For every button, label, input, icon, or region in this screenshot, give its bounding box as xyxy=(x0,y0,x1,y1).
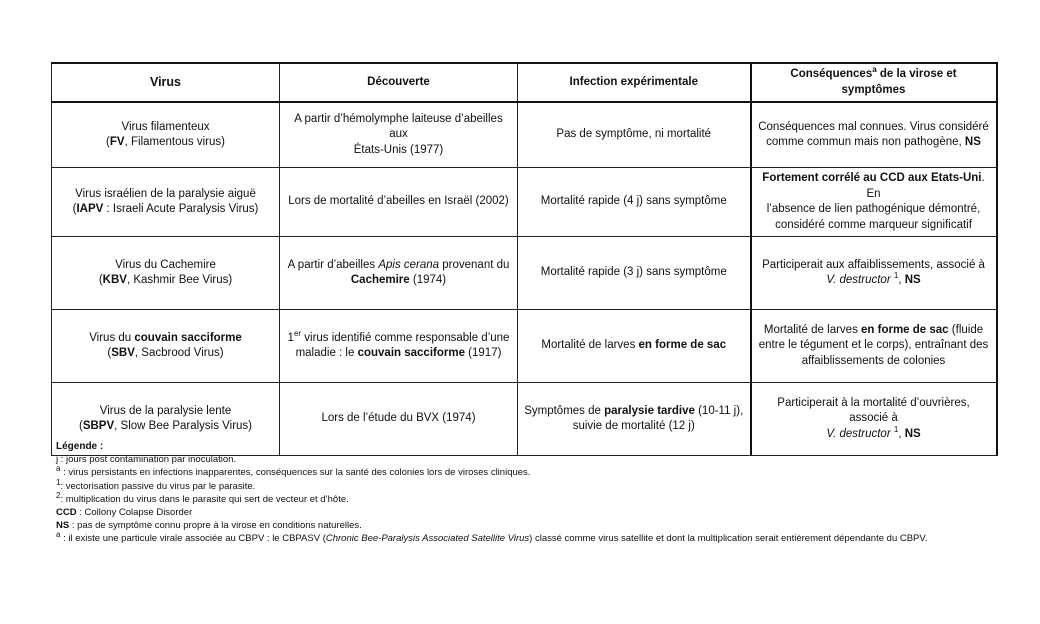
cons-line-2: l’absence de lien pathogénique démontré, xyxy=(766,203,981,215)
legend-b-post: ) classé comme virus satellite et dont la multiplication serait entièrement dépendante du CBPV. xyxy=(529,533,928,545)
decouverte-line-2 xyxy=(286,273,511,289)
virus-full: , Kashmir Bee Virus) xyxy=(126,274,233,286)
cons-ns: NS xyxy=(904,427,921,440)
cons-line-1: Participerait à la mortalité d’ouvrières, associé à xyxy=(777,396,970,425)
header-consequences-pre: Conséquences xyxy=(790,68,873,80)
cons-line-1-pre: Mortalité de larves xyxy=(763,323,862,336)
virus-abbr-line: (IAPV : Israeli Acute Paralysis Virus) xyxy=(72,203,259,215)
infection-text-bold: en forme de sac xyxy=(638,339,727,352)
decouverte-line-2 xyxy=(286,346,511,362)
decouverte-line-2-pre: maladie : le xyxy=(295,347,358,359)
cons-line-2 xyxy=(758,135,990,151)
decouverte-line-1-post: provenant du xyxy=(439,258,510,271)
legend-2-text: : multiplication du virus dans le parasite qui sert de vecteur et d’hôte. xyxy=(60,493,349,505)
decouverte-line-1 xyxy=(286,328,511,347)
header-infection: Infection expérimentale xyxy=(518,63,751,102)
table-row xyxy=(52,168,997,237)
cons-line-1 xyxy=(758,171,990,202)
cons-line-2: entre le tégument et le corps), entraînant des xyxy=(758,339,989,352)
decouverte-text: Lors de mortalité d’abeilles en Israël (2002) xyxy=(288,195,509,208)
legend-j-key: j xyxy=(56,454,59,466)
infection-line-1 xyxy=(524,404,744,420)
legend-ns-key: NS xyxy=(56,520,70,532)
legend-a-sup: a xyxy=(56,464,61,474)
legend-b-sup: a xyxy=(56,530,61,540)
virus-full: , Filamentous virus) xyxy=(124,136,225,148)
cons-line-3: considéré comme marqueur significatif xyxy=(775,218,972,231)
header-consequences xyxy=(751,63,997,102)
cell-infection xyxy=(518,168,751,237)
cons-line-1-post: (fluide xyxy=(948,323,984,336)
virus-abbr: FV xyxy=(109,136,125,148)
header-decouverte: Découverte xyxy=(280,63,518,102)
header-virus: Virus xyxy=(52,63,280,102)
virus-abbr: SBV xyxy=(111,347,135,359)
legend-ccd-key: CCD xyxy=(56,507,77,519)
legend-j-text: : jours post contamination par inoculation. xyxy=(58,454,237,466)
cell-decouverte xyxy=(280,168,518,237)
table-header-row xyxy=(52,63,997,102)
cons-line-1-bold: en forme de sac xyxy=(861,323,949,336)
cons-parasite: V. destructor xyxy=(826,427,891,440)
virus-name-pre: Virus du xyxy=(89,331,135,344)
decouverte-text: Lors de l’étude du BVX (1974) xyxy=(321,412,476,425)
cons-footnote-ref: 1 xyxy=(893,424,899,434)
cell-decouverte xyxy=(280,102,518,168)
legend-1-text: : vectorisation passive du virus par le parasite. xyxy=(60,480,256,492)
cell-consequences xyxy=(751,168,997,237)
infection-text: Pas de symptôme, ni mortalité xyxy=(556,128,712,141)
cell-virus xyxy=(52,102,280,168)
cell-infection xyxy=(518,237,751,310)
virus-name: Virus filamenteux xyxy=(121,120,210,133)
decouverte-line-1-pre: A partir d’abeilles xyxy=(287,258,379,271)
header-consequences-post: de la virose et symptômes xyxy=(841,68,957,96)
virus-table-container xyxy=(51,62,996,456)
header-consequences-sup: a xyxy=(872,65,877,75)
cons-footnote-ref: 1 xyxy=(893,271,899,281)
cons-ns: NS xyxy=(904,274,921,286)
cell-decouverte xyxy=(280,237,518,310)
decouverte-year: (1917) xyxy=(464,347,502,359)
virus-table xyxy=(51,62,998,456)
legend xyxy=(56,440,1016,546)
cons-line-2 xyxy=(758,273,990,289)
legend-item-ns xyxy=(56,519,1016,532)
virus-full: , Slow Bee Paralysis Virus) xyxy=(114,420,252,432)
cons-line-1-bold: Fortement corrélé au CCD aux Etats-Uni xyxy=(762,172,982,184)
table-row xyxy=(52,237,997,310)
decouverte-year: (1974) xyxy=(409,274,447,286)
virus-name: Virus de la paralysie lente xyxy=(99,404,232,417)
legend-b-ital: Chronic Bee-Paralysis Associated Satellite Virus xyxy=(325,533,530,545)
cell-consequences xyxy=(751,102,997,168)
cell-consequences xyxy=(751,237,997,310)
decouverte-disease: couvain sacciforme xyxy=(357,347,465,359)
infection-text: Mortalité rapide (4 j) sans symptôme xyxy=(540,195,727,208)
infection-text-pre: Mortalité de larves xyxy=(541,339,639,352)
legend-1-sup: 1 xyxy=(56,477,61,487)
legend-ns-text: : pas de symptôme connu propre à la virose en conditions naturelles. xyxy=(69,520,362,532)
decouverte-ordinal: er xyxy=(293,328,302,338)
infection-line-2: suivie de mortalité (12 j) xyxy=(572,420,695,432)
virus-name-bold: couvain sacciforme xyxy=(134,331,242,344)
virus-name: Virus du Cachemire xyxy=(115,258,216,271)
infection-line-1-post: (10-11 j), xyxy=(694,404,744,417)
cons-line-3: affaiblissements de colonies xyxy=(801,354,946,367)
legend-2-sup: 2 xyxy=(56,490,61,500)
decouverte-line-1 xyxy=(286,258,511,274)
infection-line-1-pre: Symptômes de xyxy=(524,404,605,417)
decouverte-line-1-pre: 1 xyxy=(287,331,294,344)
table-row xyxy=(52,310,997,383)
legend-item-b xyxy=(56,532,1016,545)
legend-item-2 xyxy=(56,490,1016,506)
legend-item-j xyxy=(56,453,1016,466)
cell-infection xyxy=(518,102,751,168)
cell-virus xyxy=(52,237,280,310)
cons-line-1 xyxy=(758,323,990,339)
cell-virus xyxy=(52,168,280,237)
virus-full: , Sacbrood Virus) xyxy=(134,347,224,359)
cons-line-2-text: comme commun mais non pathogène, xyxy=(766,136,965,148)
legend-b-pre: : il existe une particule virale associée au CBPV : le CBPASV ( xyxy=(60,533,326,545)
virus-abbr: SBPV xyxy=(82,420,115,432)
cons-line-1-post: . En xyxy=(866,172,985,200)
cons-sep: , xyxy=(898,427,905,440)
cons-line-1: Participerait aux affaiblissements, associé à xyxy=(762,258,985,271)
virus-abbr: IAPV xyxy=(76,203,104,215)
virus-abbr-line: (KBV, Kashmir Bee Virus) xyxy=(98,274,233,286)
virus-name: Virus israélien de la paralysie aiguë xyxy=(75,187,256,200)
cons-parasite: V. destructor xyxy=(826,274,891,286)
infection-text: Mortalité rapide (3 j) sans symptôme xyxy=(540,266,727,279)
cons-line-1: Conséquences mal connues. Virus considéré xyxy=(758,120,989,133)
decouverte-line-1: A partir d’hémolymphe laiteuse d’abeilles aux xyxy=(294,112,503,141)
table-row xyxy=(52,102,997,168)
legend-a-text: : virus persistants en infections inapparentes, conséquences sur la santé des colonies lors de viroses cliniques. xyxy=(60,467,531,479)
legend-item-ccd xyxy=(56,506,1016,519)
virus-abbr-line: (SBPV, Slow Bee Paralysis Virus) xyxy=(78,420,252,432)
decouverte-place: Cachemire xyxy=(350,274,410,286)
cell-virus xyxy=(52,310,280,383)
infection-line-1-bold: paralysie tardive xyxy=(604,404,695,417)
cell-consequences xyxy=(751,310,997,383)
virus-full: : Israeli Acute Paralysis Virus) xyxy=(103,203,259,215)
cons-sep: , xyxy=(898,274,905,286)
virus-abbr: KBV xyxy=(102,274,127,286)
cons-ns: NS xyxy=(964,136,981,148)
decouverte-line-2: États-Unis (1977) xyxy=(353,143,444,156)
decouverte-line-1-post: virus identifié comme responsable d’une xyxy=(301,331,510,344)
virus-abbr-line: (FV, Filamentous virus) xyxy=(106,136,225,148)
legend-title: Légende : xyxy=(56,441,104,452)
legend-ccd-text: : Collony Colapse Disorder xyxy=(76,507,193,519)
virus-name xyxy=(58,331,273,347)
decouverte-species: Apis cerana xyxy=(378,258,440,271)
cell-decouverte xyxy=(280,310,518,383)
legend-item-1 xyxy=(56,477,1016,493)
cell-infection xyxy=(518,310,751,383)
legend-item-a xyxy=(56,466,1016,479)
virus-abbr-line: (SBV, Sacbrood Virus) xyxy=(107,347,224,359)
